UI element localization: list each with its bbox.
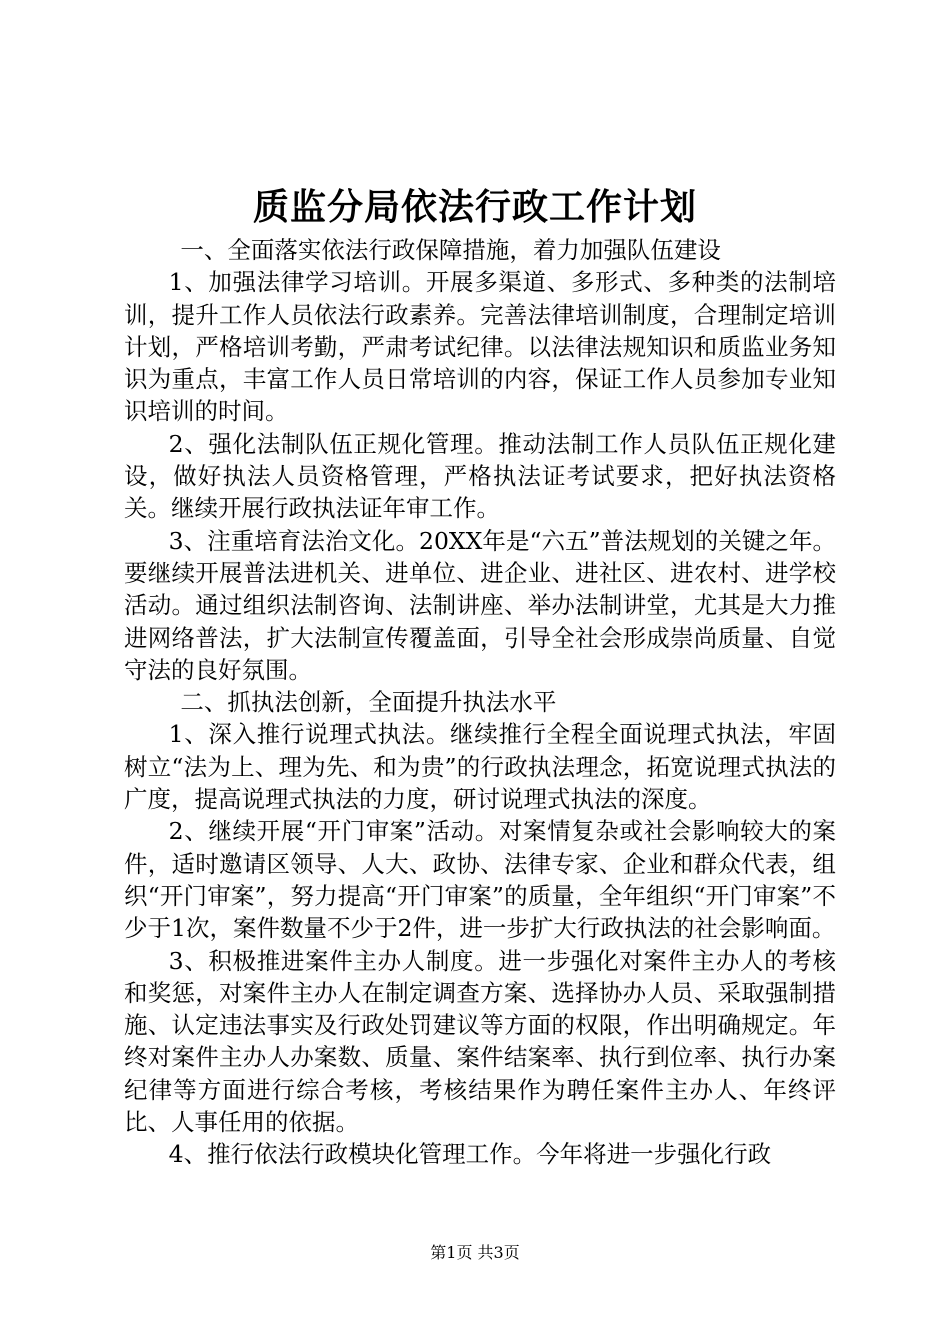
paragraph: 1、深入推行说理式执法。继续推行全程全面说理式执法，牢固树立“法为上、理为先、和为贵”的行政执法理念，拓宽说理式执法的广度，提高说理式执法的力度，研讨说理式执法的深度。	[124, 720, 836, 814]
paragraph: 3、注重培育法治文化。20XX年是“六五”普法规划的关键之年。要继续开展普法进机关、进单位、进企业、进社区、进农村、进学校活动。通过组织法制咨询、法制讲座、举办法制讲堂，尤其是大力推进网络普法，扩大法制宣传覆盖面，引导全社会形成崇尚质量、自觉守法的良好氛围。	[124, 526, 836, 684]
section-heading-1: 一、全面落实依法行政保障措施，着力加强队伍建设	[180, 236, 721, 264]
paragraph: 1、加强法律学习培训。开展多渠道、多形式、多种类的法制培训，提升工作人员依法行政素养。完善法律培训制度，合理制定培训计划，严格培训考勤，严肃考试纪律。以法律法规知识和质监业务知识为重点，丰富工作人员日常培训的内容，保证工作人员参加专业知识培训的时间。	[124, 268, 836, 426]
paragraph: 3、积极推进案件主办人制度。进一步强化对案件主办人的考核和奖惩，对案件主办人在制定调查方案、选择协办人员、采取强制措施、认定违法事实及行政处罚建议等方面的权限，作出明确规定。年终对案件主办人办案数、质量、案件结案率、执行到位率、执行办案纪律等方面进行综合考核，考核结果作为聘任案件主办人、年终评比、人事任用的依据。	[124, 946, 836, 1137]
paragraph: 2、强化法制队伍正规化管理。推动法制工作人员队伍正规化建设，做好执法人员资格管理，严格执法证考试要求，把好执法资格关。继续开展行政执法证年审工作。	[124, 429, 836, 523]
page-footer: 第1页 共3页	[430, 1243, 520, 1262]
document-body	[124, 234, 836, 1171]
section-heading-2: 二、抓执法创新，全面提升执法水平	[180, 688, 557, 717]
document-title: 质监分局依法行政工作计划	[252, 186, 697, 228]
paragraph: 2、继续开展“开门审案”活动。对案情复杂或社会影响较大的案件，适时邀请区领导、人大、政协、法律专家、企业和群众代表，组织“开门审案”，努力提高“开门审案”的质量，全年组织“开门审案”不少于1次，案件数量不少于2件，进一步扩大行政执法的社会影响面。	[124, 817, 836, 943]
paragraph: 4、推行依法行政模块化管理工作。今年将进一步强化行政	[168, 1140, 772, 1169]
